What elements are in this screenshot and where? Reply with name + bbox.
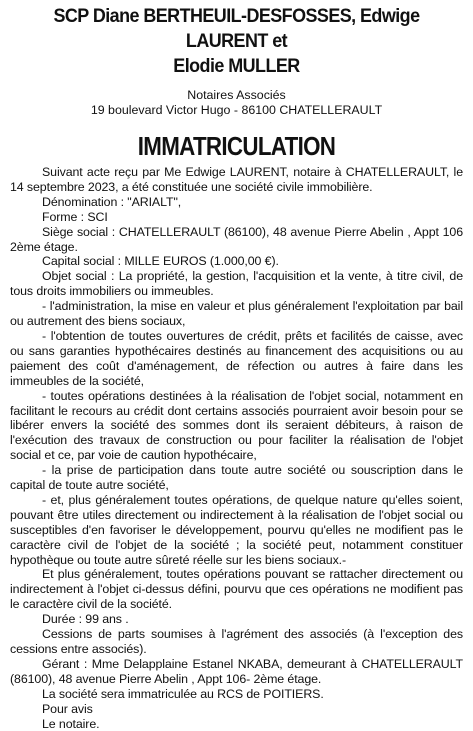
paragraph-duration: Durée : 99 ans .: [42, 612, 129, 627]
paragraph-registered-office: Siège social : CHATELLERAULT (86100), 48 avenue Pierre Abelin , Appt 106 2ème étage.: [10, 224, 463, 254]
paragraph-pour-avis: Pour avis: [42, 701, 93, 716]
paragraph-intro: Suivant acte reçu par Me Edwige LAURENT, notaire à CHATELLERAULT, le 14 septembre 2023, a été constituée une société civile immobilière.: [10, 165, 463, 194]
notice-title: IMMATRICULATION: [137, 131, 336, 161]
notice-header: [10, 4, 463, 118]
notaries-label: Notaires Associés: [187, 88, 286, 102]
paragraph-share-transfers: Cessions de parts soumises à l'agrément des associés (à l'exception des cessions entre associés).: [10, 627, 463, 656]
paragraph-purpose-item: - la prise de participation dans toute autre société ou souscription dans le capital de toute autre société,: [10, 463, 463, 493]
paragraph-purpose-item: - l'administration, la mise en valeur et plus généralement l'exploitation par bail ou autrement des biens sociaux,: [10, 299, 463, 329]
paragraph-purpose-item: - et, plus généralement toutes opérations, de quelque nature qu'elles soient, pouvant être utiles directement ou indirectement à la réalisation de l'objet social ou susceptibles d'en favoriser le développement, pourvu qu'elles ne modifient pas le caractère civil de l'objet de la société ; la société peut, notamment constituer hypothèque ou toute autre sûreté réelle sur les biens sociaux.-: [10, 492, 463, 567]
office-name-line2: Elodie MULLER: [173, 55, 300, 77]
paragraph-purpose: Objet social : La propriété, la gestion, l'acquisition et la vente, à titre civil, de tous droits immobiliers ou immeubles.: [10, 269, 463, 299]
paragraph-signature: Le notaire.: [42, 716, 100, 731]
legal-notice: [10, 0, 463, 731]
office-address: 19 boulevard Victor Hugo - 86100 CHATELLERAULT: [90, 103, 383, 117]
paragraph-purpose-item: - toutes opérations destinées à la réalisation de l'objet social, notamment en facilitant le recours au crédit dont certains associés pourraient avoir besoin pour se libérer envers la société des sommes dont ils seraient débiteurs, à raison de l'exécution des travaux de construction ou pour faciliter la réalisation de l'objet social et ce, par voie de caution hypothécaire,: [10, 388, 463, 463]
paragraph-general: Et plus généralement, toutes opérations pouvant se rattacher directement ou indirectement à l'objet ci-dessus défini, pourvu que ces opérations ne modifient pas le caractère civil de la société.: [10, 567, 463, 612]
paragraph-purpose-item: - l'obtention de toutes ouvertures de crédit, prêts et facilités de caisse, avec ou sans garanties hypothécaires destinés au financement des acquisitions ou au paiement des coût d'aménagement, de réfection ou autres à faire dans les immeubles de la société,: [10, 328, 463, 388]
paragraph-form: Forme : SCI: [42, 209, 108, 224]
notice-body: [10, 165, 463, 731]
paragraph-manager: Gérant : Mme Delapplaine Estanel NKABA, demeurant à CHATELLERAULT (86100), 48 avenue Pierre Abelin , Appt 106- 2ème étage.: [10, 656, 463, 686]
paragraph-registration: La société sera immatriculée au RCS de POITIERS.: [42, 686, 324, 701]
paragraph-denomination: Dénomination : "ARIALT",: [42, 194, 182, 209]
office-name-line1: SCP Diane BERTHEUIL-DESFOSSES, Edwige LAURENT et: [53, 5, 420, 52]
paragraph-capital: Capital social : MILLE EUROS (1.000,00 €).: [42, 254, 279, 269]
